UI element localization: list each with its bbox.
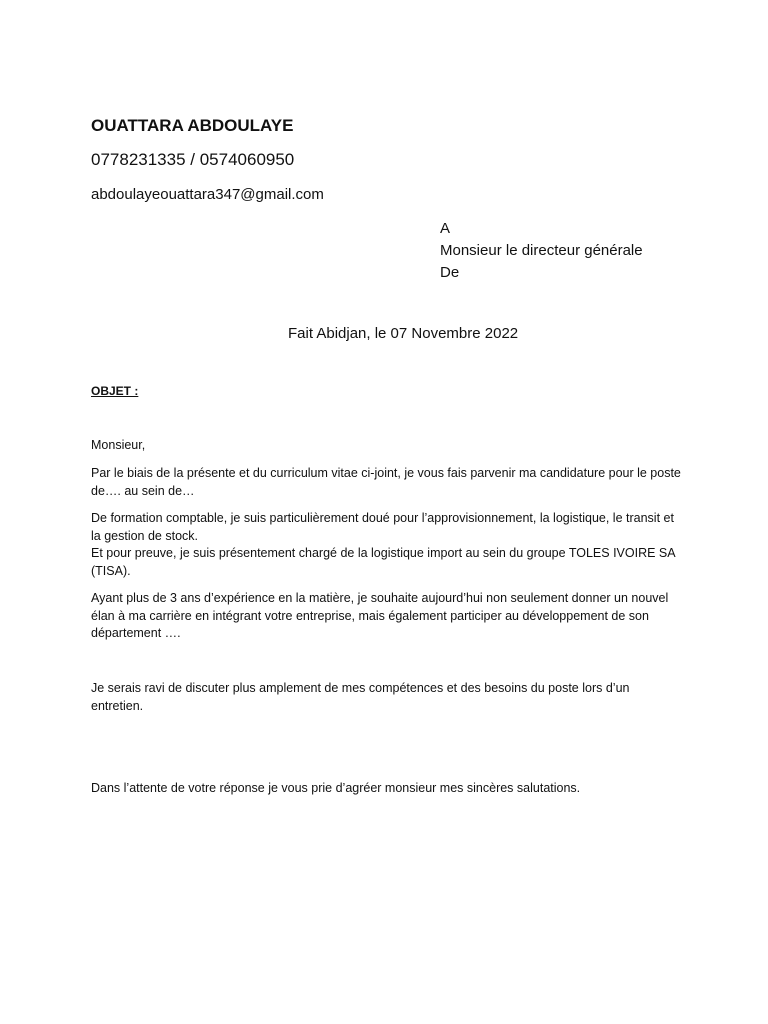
sender-name: OUATTARA ABDOULAYE — [91, 116, 294, 135]
sender-phone: 0778231335 / 0574060950 — [91, 150, 295, 169]
date-line: Fait Abidjan, le 07 Novembre 2022 — [288, 325, 519, 342]
recipient-line-1: A — [440, 220, 451, 237]
paragraph-background — [91, 510, 681, 580]
paragraph-intro: Par le biais de la présente et du curriculum vitae ci-joint, je vous fais parvenir ma candidature pour le poste de…. au sein de… — [91, 466, 681, 498]
paragraph-background-line-2: Et pour preuve, je suis présentement chargé de la logistique import au sein du groupe TOLES IVOIRE SA (TISA). — [91, 546, 675, 578]
paragraph-background-line-1: De formation comptable, je suis particulièrement doué pour l’approvisionnement, la logistique, le transit et la gestion de stock. — [91, 511, 674, 543]
recipient-line-2: Monsieur le directeur générale — [440, 242, 643, 259]
sender-email: abdoulayeouattara347@gmail.com — [91, 186, 324, 203]
paragraph-interview: Je serais ravi de discuter plus amplement de mes compétences et des besoins du poste lors d’un entretien. — [91, 681, 630, 713]
subject-label: OBJET : — [91, 384, 139, 398]
recipient-line-3: De — [440, 264, 460, 281]
salutation: Monsieur, — [91, 438, 146, 452]
recipient-block — [440, 218, 643, 284]
paragraph-closing: Dans l’attente de votre réponse je vous prie d’agréer monsieur mes sincères salutations. — [91, 781, 581, 795]
paragraph-experience: Ayant plus de 3 ans d’expérience en la matière, je souhaite aujourd’hui non seulement donner un nouvel élan à ma carrière en intégrant votre entreprise, mais également participer au développement de son département …. — [91, 591, 669, 640]
